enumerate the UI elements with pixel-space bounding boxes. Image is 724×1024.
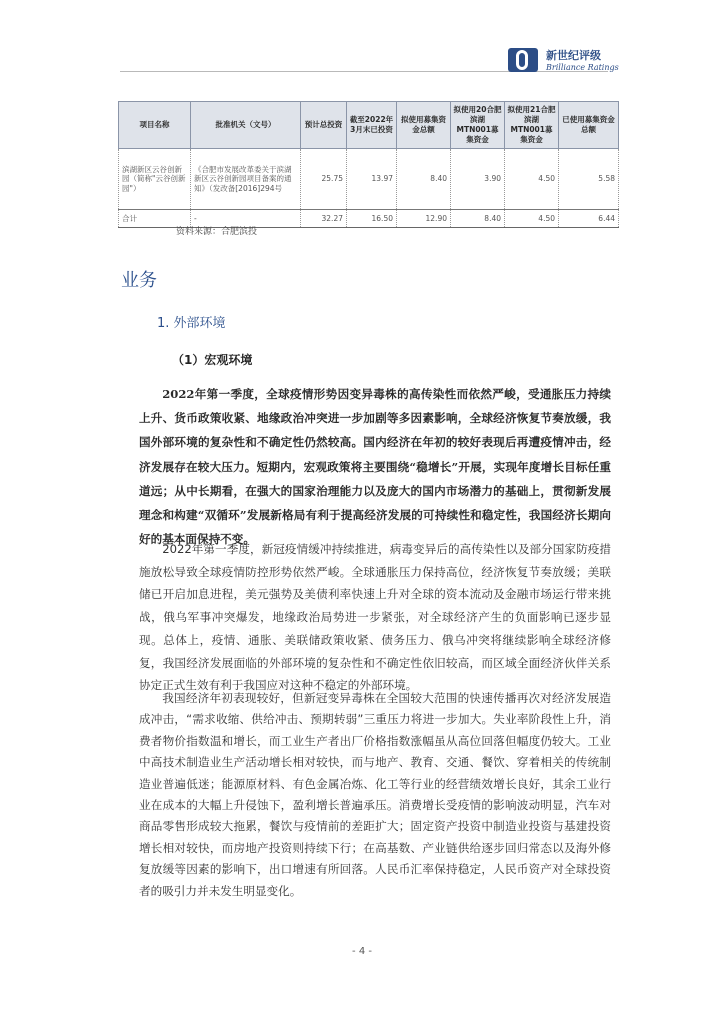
body-paragraph: 2022年第一季度，新冠疫情缓冲持续推进，病毒变异后的高传染性以及部分国家防疫措施放松导致全球疫情防控形势依然严峻。全球通胀压力保持高位，经济恢复节奏放缓；美联储已开启加息进程，美元强势及美债利率快速上升对全球的资本流动及金融市场运行带来挑战，俄乌军事冲突爆发，地缘政治局势进一步紧张，对全球经济产生的负面影响已逐步显现。总体上，疫情、通胀、美联储政策收紧、债务压力、俄乌冲突将继续影响全球经济修复，我国经济发展面临的外部环境的复杂性和不确定性依旧较高，而区域全面经济伙伴关系协定正式生效有利于我国应对这种不稳定的外部环境。 [139,542,611,693]
total-investment-cell: 25.75 [301,149,347,210]
table-header-cell: 拟使用20合肥滨湖MTN001募集资金 [451,102,505,149]
logo-mark-icon [508,48,538,72]
fund-usage-table [118,101,619,228]
mtn20-cell: 8.40 [451,210,505,228]
table-header-row [119,102,619,149]
planned-funds-cell: 12.90 [397,210,451,228]
used-funds-cell: 5.58 [559,149,619,210]
approval-cell: 《合肥市发展改革委关于滨湖新区云谷创新园项目备案的通知》（发改备[2016]294号 [191,149,301,210]
logo-english-name: Brilliance Ratings [546,63,619,72]
project-name-cell: 滨湖新区云谷创新园（简称"云谷创新园"） [119,149,191,210]
table-header-cell: 已使用募集资金总额 [559,102,619,149]
subsection-title: 1. 外部环境 [157,316,226,331]
total-label-cell: 合计 [119,210,191,228]
table-header-cell: 拟使用募集资金总额 [397,102,451,149]
table-row [119,149,619,210]
company-logo [508,44,626,78]
table-header-cell: 截至2022年3月末已投资 [347,102,397,149]
invested-cell: 16.50 [347,210,397,228]
mtn21-cell: 4.50 [505,210,559,228]
logo-chinese-name: 新世纪评级 [546,49,601,62]
used-funds-cell: 6.44 [559,210,619,228]
summary-paragraph: 2022年第一季度，全球疫情形势因变异毒株的高传染性而依然严峻，受通胀压力持续上升、货币政策收紧、地缘政治冲突进一步加剧等多因素影响，全球经济恢复节奏放缓，我国外部环境的复杂性和不确定性仍然较高。国内经济在年初的较好表现后再遭疫情冲击，经济发展存在较大压力。短期内，宏观政策将主要围绕“稳增长”开展，实现年度增长目标任重道远；从中长期看，在强大的国家治理能力以及庞大的国内市场潜力的基础上，贯彻新发展理念和构建“双循环”发展新格局有利于提高经济发展的可持续性和稳定性，我国经济长期向好的基本面保持不变。 [139,387,611,547]
mtn20-cell: 3.90 [451,149,505,210]
page-number: - 4 - [352,946,372,957]
body-paragraph: 我国经济年初表现较好，但新冠变异毒株在全国较大范围的快速传播再次对经济发展造成冲击，“需求收缩、供给冲击、预期转弱”三重压力将进一步加大。失业率阶段性上升，消费者物价指数温和增长，而工业生产者出厂价格指数涨幅虽从高位回落但幅度仍较大。工业中高技术制造业生产活动增长相对较快，而与地产、教育、交通、餐饮、穿着相关的传统制造业普遍低迷；能源原材料、有色金属冶炼、化工等行业的经营绩效增长良好，其余工业行业在成本的大幅上升侵蚀下，盈利增长普遍承压。消费增长受疫情的影响波动明显，汽车对商品零售形成较大拖累，餐饮与疫情前的差距扩大；固定资产投资中制造业投资与基建投资增长相对较快，而房地产投资则持续下行；在高基数、产业链供给逐步回归常态以及海外修复放缓等因素的影响下，出口增速有所回落。人民币汇率保持稳定，人民币资产对全球投资者的吸引力并未发生明显变化。 [139,691,611,898]
table-header-cell: 预计总投资 [301,102,347,149]
table-header-cell: 拟使用21合肥滨湖MTN001募集资金 [505,102,559,149]
approval-cell: - [191,210,301,228]
table-header-cell: 批准机关（文号） [191,102,301,149]
subsubsection-title: （1）宏观环境 [172,353,253,367]
section-title: 业务 [121,270,157,291]
invested-cell: 13.97 [347,149,397,210]
table-header-cell: 项目名称 [119,102,191,149]
planned-funds-cell: 8.40 [397,149,451,210]
total-investment-cell: 32.27 [301,210,347,228]
mtn21-cell: 4.50 [505,149,559,210]
table-source-note: 资料来源：合肥滨投 [176,227,258,237]
